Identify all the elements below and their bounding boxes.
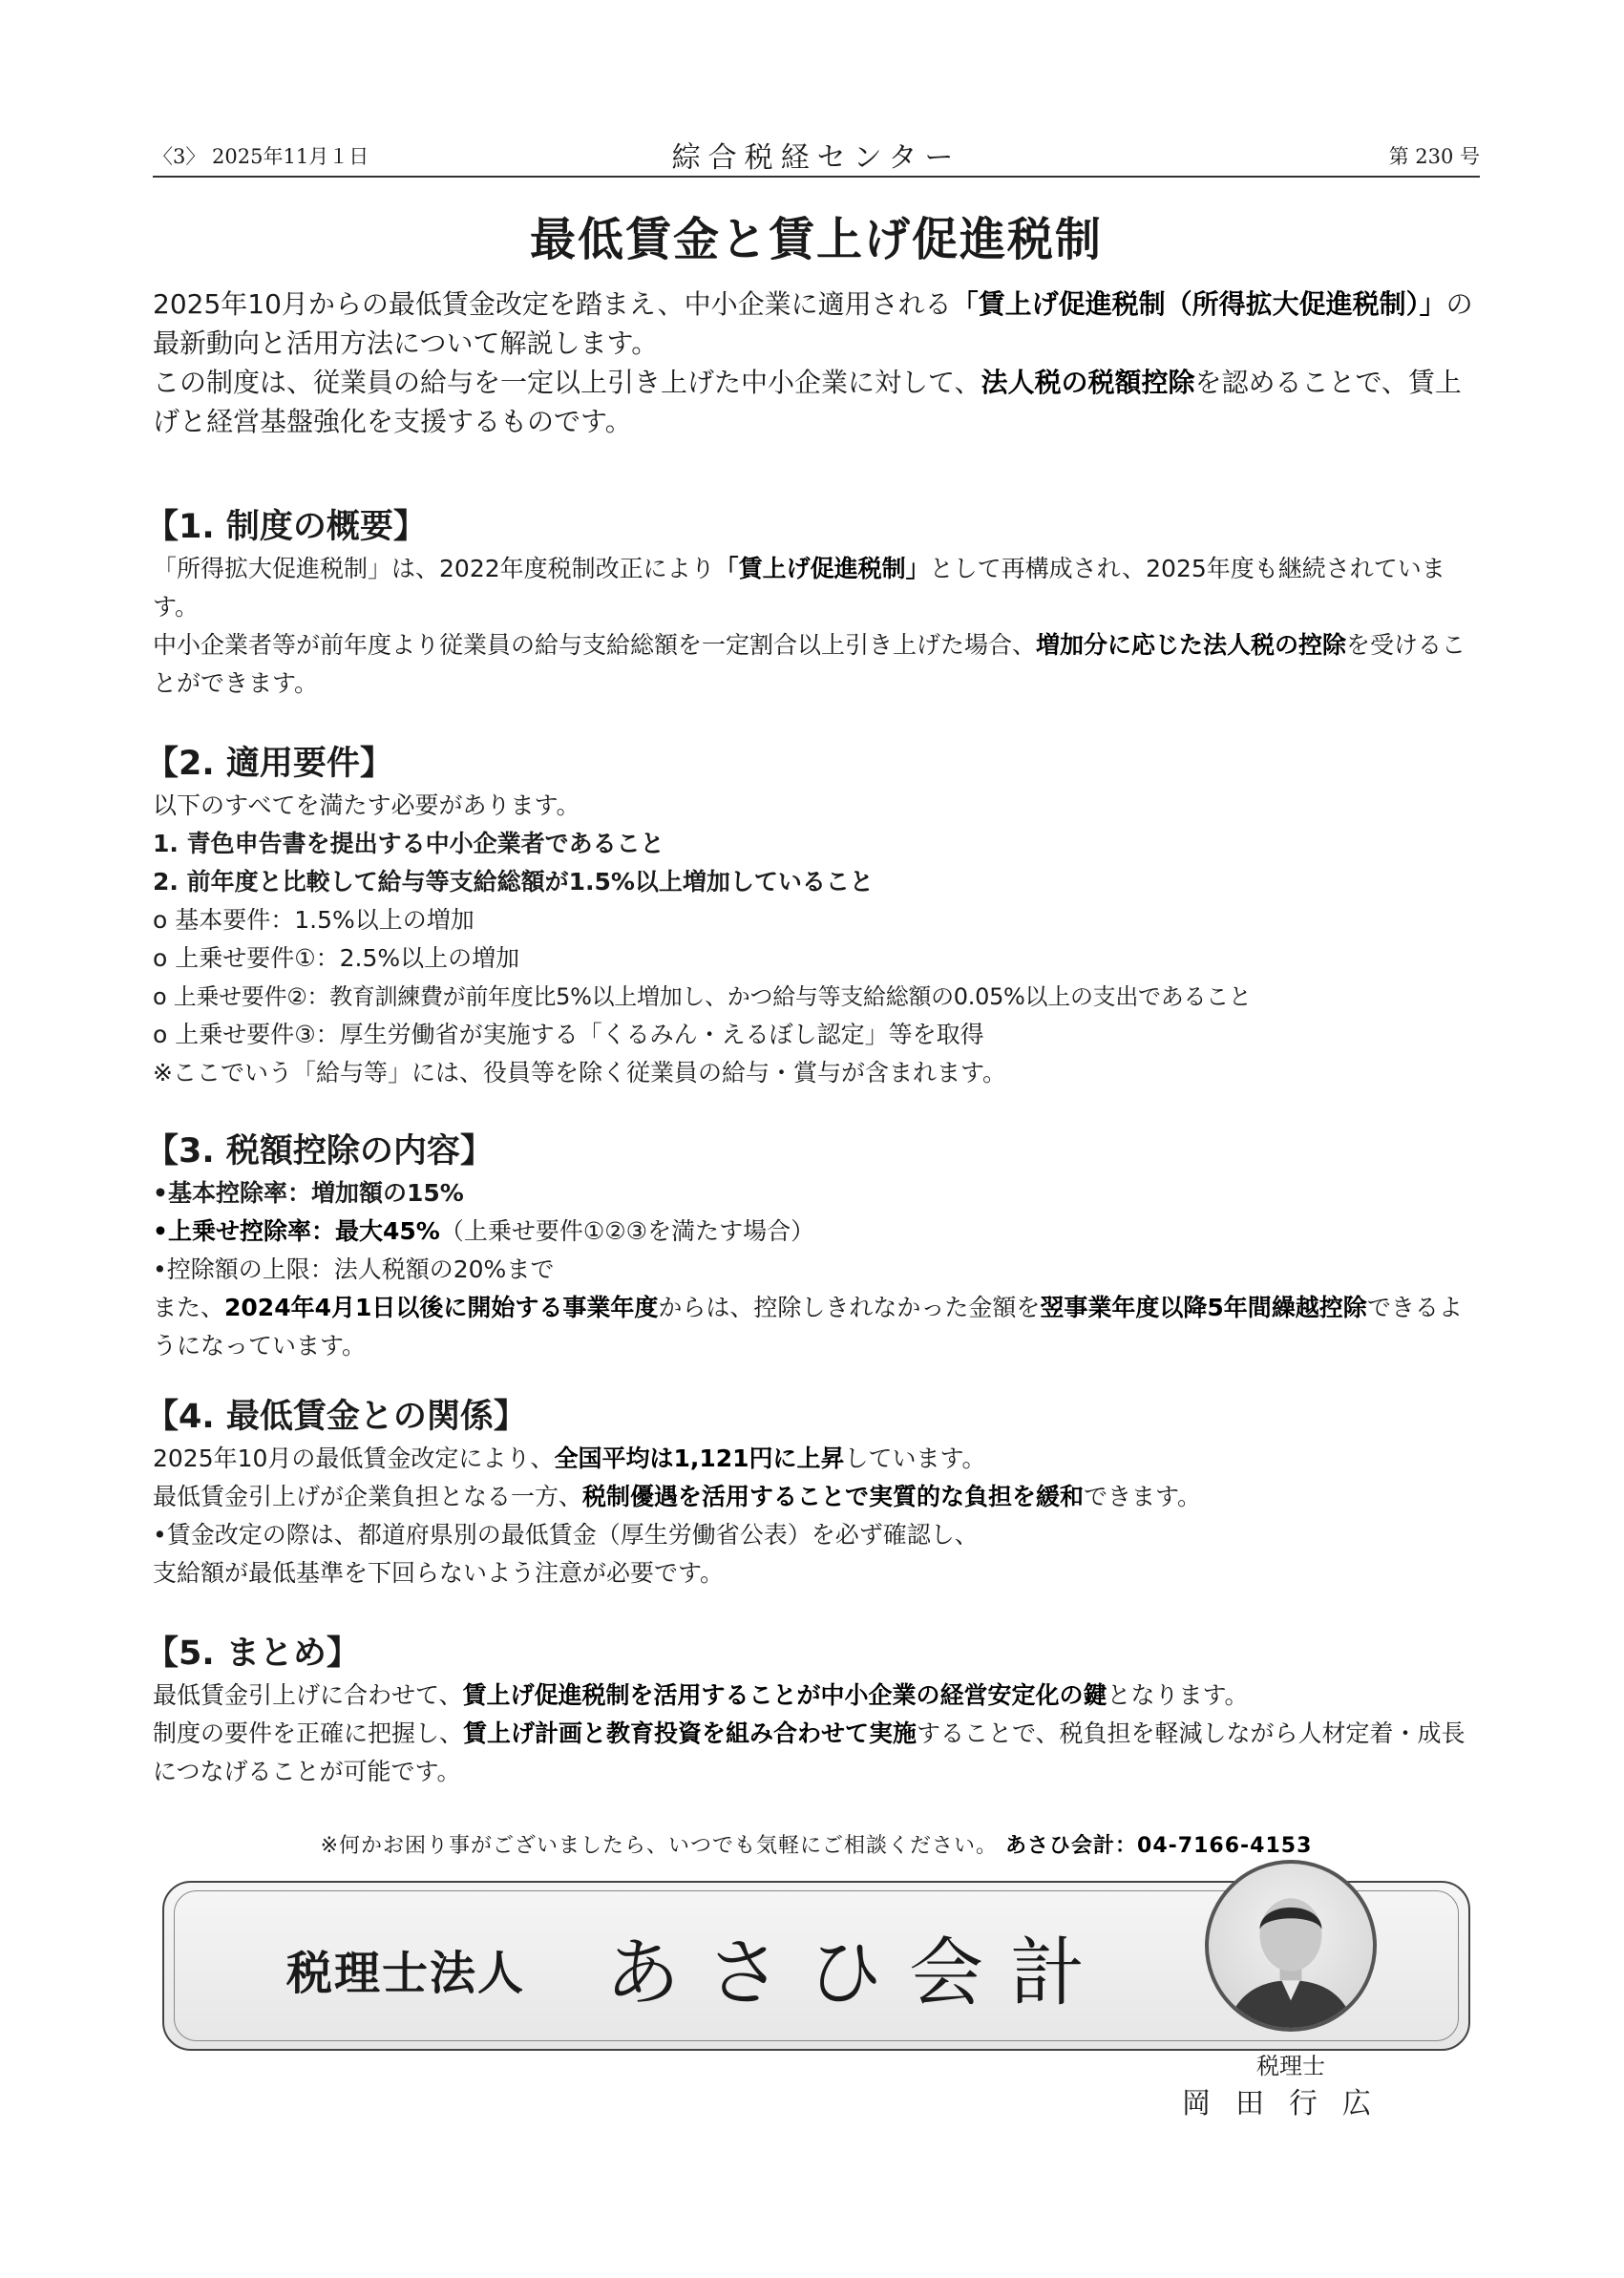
section-body-requirements bbox=[153, 787, 1480, 1092]
section-body-minimum-wage bbox=[153, 1440, 1480, 1592]
issue-number: 第 230 号 bbox=[1388, 145, 1480, 168]
portrait-photo bbox=[1205, 1860, 1377, 2032]
contact-phone: あさひ会計：04-7166-4153 bbox=[1005, 1834, 1313, 1858]
contact-line bbox=[153, 1829, 1480, 1859]
requirement-item: 2. 前年度と比較して給与等支給総額が1.5%以上増加していること bbox=[153, 868, 874, 896]
bullet-item: •控除額の上限：法人税額の20%まで bbox=[153, 1255, 555, 1283]
section-heading-overview: 【1. 制度の概要】 bbox=[145, 508, 427, 546]
intro bbox=[153, 285, 1480, 441]
bullet-continuation: 支給額が最低基準を下回らないよう注意が必要です。 bbox=[153, 1559, 725, 1587]
paragraph: 「所得拡大促進税制」は、2022年度税制改正により「賃上げ促進税制」として再構成され、2025年度も継続されています。 bbox=[153, 555, 1445, 621]
person-name: 岡田行広 bbox=[1182, 2087, 1396, 2120]
paragraph: 制度の要件を正確に把握し、賃上げ計画と教育投資を組み合わせて実施することで、税負担を軽減しながら人材定着・成長につなげることが可能です。 bbox=[153, 1719, 1466, 1785]
person-role: 税理士 bbox=[1256, 2053, 1325, 2079]
publication-name: 綜合税経センター bbox=[671, 141, 961, 175]
sub-requirement: o 上乗せ要件③：厚生労働省が実施する「くるみん・えるぼし認定」等を取得 bbox=[153, 1021, 984, 1048]
section-heading-deduction: 【3. 税額控除の内容】 bbox=[145, 1132, 494, 1171]
paragraph: また、2024年4月1日以後に開始する事業年度からは、控除しきれなかった金額を翌事業年度以降5年間繰越控除できるようになっています。 bbox=[153, 1294, 1463, 1360]
section-body-deduction bbox=[153, 1174, 1480, 1365]
requirement-item: 1. 青色申告書を提出する中小企業者であること bbox=[153, 830, 664, 857]
lead-text: 以下のすべてを満たす必要があります。 bbox=[153, 791, 580, 819]
running-header bbox=[153, 134, 1480, 178]
paragraph: 中小企業者等が前年度より従業員の給与支給総額を一定割合以上引き上げた場合、増加分に応じた法人税の控除を受けることができます。 bbox=[153, 631, 1466, 697]
sub-requirement: o 上乗せ要件①：2.5%以上の増加 bbox=[153, 944, 520, 972]
section-body-overview bbox=[153, 550, 1480, 703]
issue-date: 〈3〉 2025年11月１日 bbox=[153, 145, 369, 168]
person-silhouette-icon bbox=[1209, 1864, 1373, 2028]
note: ※ここでいう「給与等」には、役員等を除く従業員の給与・賞与が含まれます。 bbox=[153, 1059, 1006, 1086]
section-body-summary bbox=[153, 1677, 1480, 1791]
contact-text: ※何かお困り事がございましたら、いつでも気軽にご相談ください。 bbox=[320, 1834, 999, 1858]
intro-paragraph: この制度は、従業員の給与を一定以上引き上げた中小企業に対して、法人税の税額控除を認めることで、賃上げと経営基盤強化を支援するものです。 bbox=[153, 367, 1462, 437]
bullet-item: •上乗せ控除率：最大45%（上乗せ要件①②③を満たす場合） bbox=[153, 1217, 815, 1245]
section-heading-summary: 【5. まとめ】 bbox=[145, 1635, 360, 1673]
firm-name: あさひ会計 bbox=[605, 1930, 1112, 2016]
sub-requirement: o 上乗せ要件②：教育訓練費が前年度比5%以上増加し、かつ給与等支給総額の0.05%以上の支出であること bbox=[153, 983, 1252, 1010]
sub-requirement: o 基本要件：1.5%以上の増加 bbox=[153, 906, 475, 934]
section-heading-requirements: 【2. 適用要件】 bbox=[145, 745, 393, 783]
bullet-item: •賃金改定の際は、都道府県別の最低賃金（厚生労働省公表）を必ず確認し、 bbox=[153, 1521, 979, 1549]
firm-type: 税理士法人 bbox=[286, 1947, 526, 2000]
bullet-item: •基本控除率：増加額の15% bbox=[153, 1179, 464, 1207]
paragraph: 2025年10月の最低賃金改定により、全国平均は1,121円に上昇しています。 bbox=[153, 1445, 986, 1472]
paragraph: 最低賃金引上げが企業負担となる一方、税制優遇を活用することで実質的な負担を緩和できます。 bbox=[153, 1483, 1202, 1510]
paragraph: 最低賃金引上げに合わせて、賃上げ促進税制を活用することが中小企業の経営安定化の鍵となります。 bbox=[153, 1681, 1249, 1709]
intro-paragraph: 2025年10月からの最低賃金改定を踏まえ、中小企業に適用される「賃上げ促進税制（所得拡大促進税制）」の最新動向と活用方法について解説します。 bbox=[153, 288, 1473, 359]
page-title: 最低賃金と賃上げ促進税制 bbox=[529, 213, 1103, 266]
section-heading-minimum-wage: 【4. 最低賃金との関係】 bbox=[145, 1398, 527, 1436]
